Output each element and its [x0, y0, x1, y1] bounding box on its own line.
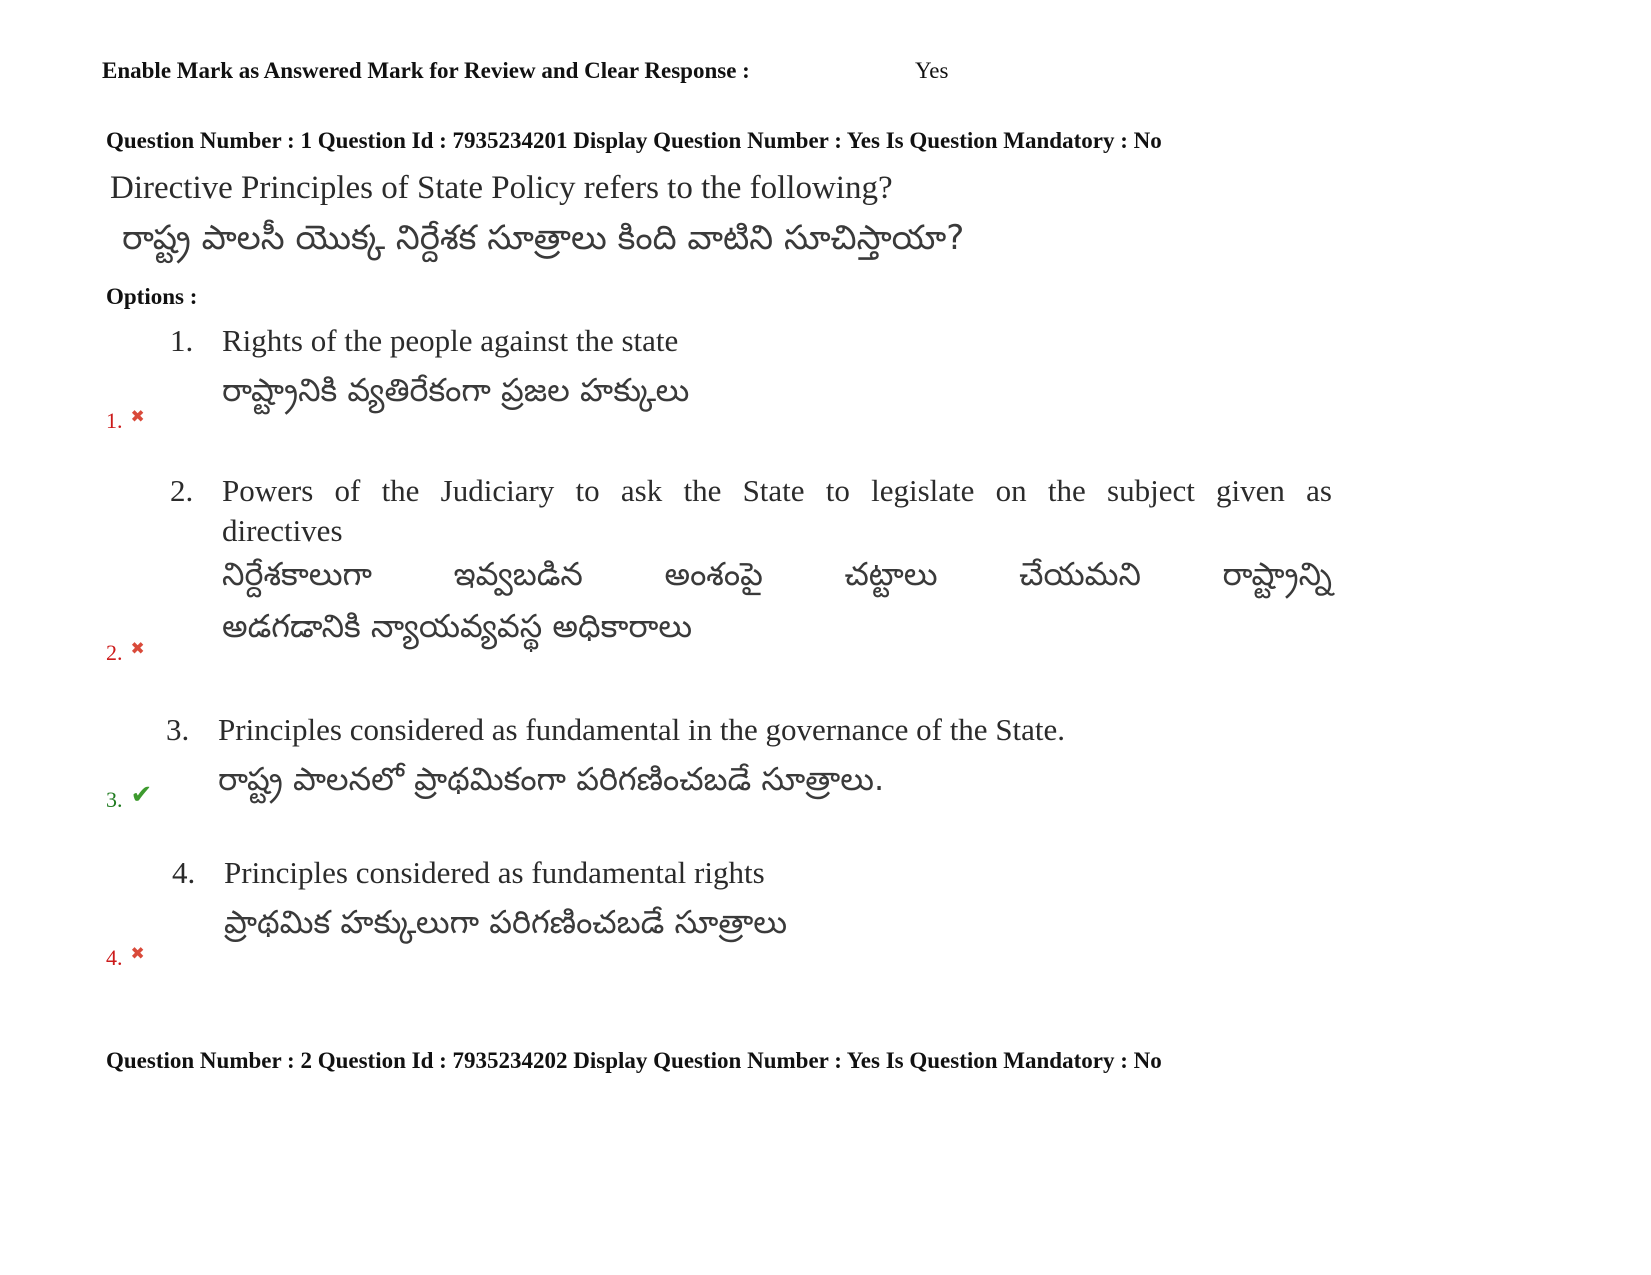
question-1-text-english: Directive Principles of State Policy refers to the following?	[110, 170, 893, 206]
option-3-marker-number: 3.	[106, 787, 123, 812]
option-1-marker-number: 1.	[106, 408, 123, 433]
cross-icon: ✖	[130, 944, 145, 964]
option-3-text-english: Principles considered as fundamental in the governance of the State.	[218, 712, 1066, 747]
mark-answered-setting-value: Yes	[915, 58, 949, 83]
option-1-number: 1.	[170, 323, 194, 358]
option-3-marker	[106, 780, 153, 814]
question-1-text-telugu: రాష్ట్ర పాలసీ యొక్క నిర్దేశక సూత్రాలు కింది వాటిని సూచిస్తాయా?	[122, 218, 965, 258]
option-3-number: 3.	[166, 712, 190, 747]
cross-icon: ✖	[130, 407, 145, 427]
option-1-marker	[106, 408, 145, 434]
option-2-text-block	[222, 473, 1332, 653]
option-2-marker	[106, 640, 145, 666]
option-2-text-english-line-2: directives	[222, 513, 343, 548]
option-2-number: 2.	[170, 473, 194, 508]
option-3-text-telugu: రాష్ట్ర పాలనలో ప్రాథమికంగా పరిగణించబడే సూత్రాలు.	[218, 760, 885, 798]
option-1-text-telugu: రాష్ట్రానికి వ్యతిరేకంగా ప్రజల హక్కులు	[222, 371, 690, 409]
question-1-meta: Question Number : 1 Question Id : 7935234201 Display Question Number : Yes Is Question Mandatory : No	[106, 128, 1162, 153]
option-4-text-english: Principles considered as fundamental rights	[224, 855, 765, 890]
mark-answered-setting-label: Enable Mark as Answered Mark for Review and Clear Response :	[102, 58, 750, 83]
option-4-text-telugu: ప్రాథమిక హక్కులుగా పరిగణించబడే సూత్రాలు	[224, 903, 788, 941]
cross-icon: ✖	[130, 639, 145, 659]
option-4-marker-number: 4.	[106, 945, 123, 970]
option-4-number: 4.	[172, 855, 196, 890]
question-2-meta: Question Number : 2 Question Id : 7935234202 Display Question Number : Yes Is Question Mandatory : No	[106, 1048, 1162, 1073]
options-label: Options :	[106, 284, 198, 309]
check-icon: ✔	[130, 780, 153, 810]
option-4-marker	[106, 945, 145, 971]
option-2-text-telugu-line-2: అడగడానికి న్యాయవ్యవస్థ అధికారాలు	[222, 607, 693, 645]
option-2-text-telugu-line-1: నిర్దేశకాలుగా ఇవ్వబడిన అంశంపై చట్టాలు చేయమని రాష్ట్రాన్ని	[222, 555, 1332, 593]
option-1-text-english: Rights of the people against the state	[222, 323, 679, 358]
option-2-marker-number: 2.	[106, 640, 123, 665]
option-2-text-english-line-1: Powers of the Judiciary to ask the State to legislate on the subject given as	[222, 473, 1332, 508]
